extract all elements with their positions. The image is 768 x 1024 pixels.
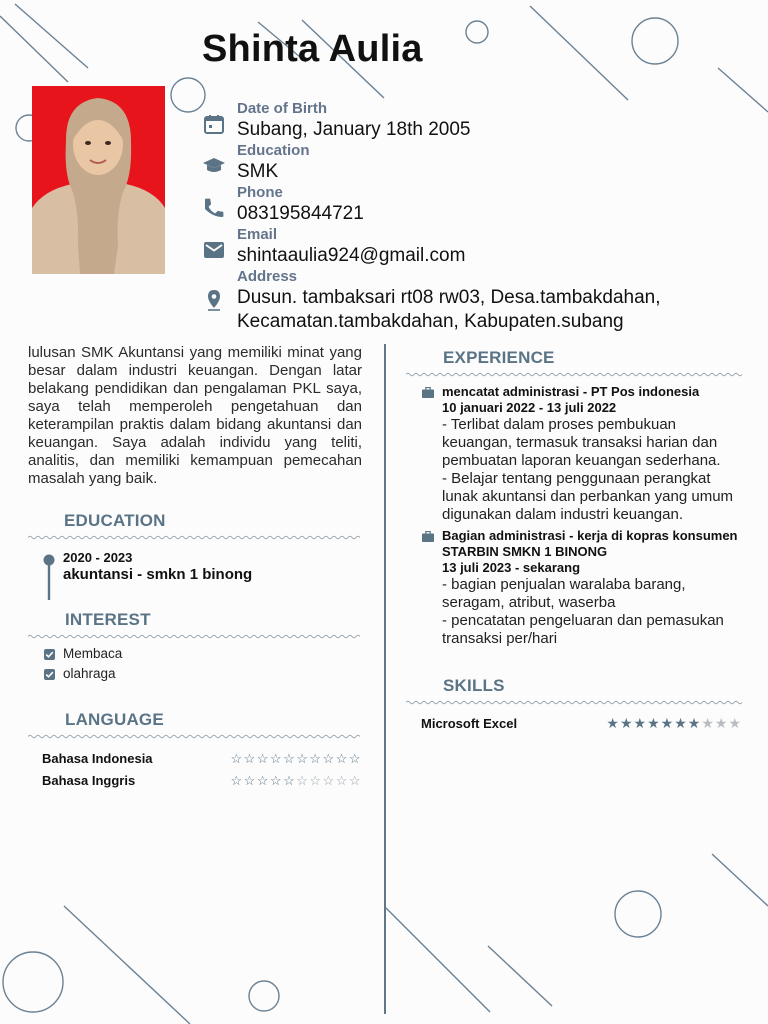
star-filled-icon: ☆	[230, 773, 244, 788]
briefcase-icon	[422, 387, 434, 398]
star-empty-icon: ☆	[322, 773, 336, 788]
star-empty-icon: ★	[701, 715, 715, 731]
star-filled-icon: ☆	[296, 751, 310, 766]
star-filled-icon: ★	[660, 715, 675, 731]
language-row	[28, 771, 362, 793]
location-pin-icon	[202, 288, 226, 312]
star-empty-icon: ★	[714, 715, 729, 731]
contact-address	[200, 268, 740, 334]
contact-value: Dusun. tambaksari rt08 rw03, Desa.tambakdahan, Kecamatan.tambakdahan, Kabupaten.subang	[237, 287, 661, 332]
experience-description: - Terlibat dalam proses pembukuan keuangan, termasuk transaksi harian dan pembuatan laporan keuangan sederhana. - Belajar tentang penggunaan perangkat lunak akuntansi dan perbankan yang umum digunakan dalam industri keuangan.	[442, 416, 734, 523]
interest-label: Membaca	[63, 646, 123, 661]
education-institution: akuntansi - smkn 1 binong	[63, 566, 253, 583]
section-underline	[406, 372, 742, 377]
star-filled-icon: ★	[633, 715, 648, 731]
skills-section	[406, 676, 742, 733]
contact-email	[200, 226, 740, 268]
experience-title-text: mencatat administrasi - PT Pos indonesia	[442, 384, 700, 399]
language-rating	[230, 751, 362, 767]
star-filled-icon: ☆	[348, 751, 362, 766]
star-filled-icon: ☆	[283, 773, 297, 788]
star-filled-icon: ★	[687, 715, 702, 731]
skills-title: SKILLS	[443, 676, 505, 695]
star-filled-icon: ☆	[283, 751, 297, 766]
experience-title: EXPERIENCE	[443, 348, 555, 367]
education-section	[28, 511, 362, 584]
star-filled-icon: ☆	[243, 773, 257, 788]
section-underline	[28, 734, 362, 739]
star-filled-icon: ☆	[269, 773, 284, 788]
experience-item	[406, 384, 742, 524]
interest-item	[28, 664, 362, 684]
section-underline	[28, 535, 362, 540]
star-filled-icon: ☆	[335, 751, 349, 766]
contact-label: Address	[237, 268, 298, 285]
language-section	[28, 710, 362, 793]
experience-section	[406, 344, 742, 648]
timeline-marker-icon	[42, 554, 56, 600]
contact-value: SMK	[237, 161, 279, 182]
star-filled-icon: ☆	[269, 751, 284, 766]
contact-phone	[200, 184, 740, 226]
contact-date-of-birth	[200, 100, 740, 142]
contact-education	[200, 142, 740, 184]
experience-item	[406, 528, 742, 648]
contact-value: 083195844721	[237, 203, 364, 224]
experience-title-text: Bagian administrasi - kerja di kopras konsumen STARBIN SMKN 1 BINONG	[442, 528, 738, 559]
language-name: Bahasa Indonesia	[42, 751, 153, 766]
star-filled-icon: ☆	[256, 773, 270, 788]
star-filled-icon: ☆	[322, 751, 336, 766]
contact-label: Email	[237, 226, 278, 243]
calendar-icon	[202, 112, 226, 136]
interest-title: INTEREST	[65, 610, 151, 629]
profile-summary: lulusan SMK Akuntansi yang memiliki minat yang besar dalam industri keuangan. Dengan latar belakang pendidikan dan pengalaman PKL saya, saya telah memperoleh pengetahuan dan keterampilan praktis dalam bidang akuntansi dan keuangan. Saya adalah individu yang teliti, analitis, dan memiliki kemampuan pemecahan masalah yang baik.	[28, 344, 362, 487]
star-empty-icon: ☆	[335, 773, 349, 788]
profile-photo	[32, 86, 165, 274]
contact-label: Education	[237, 142, 310, 159]
star-filled-icon: ★	[647, 715, 661, 731]
section-underline	[406, 700, 742, 705]
checkbox-icon	[44, 649, 55, 660]
contact-label: Phone	[237, 184, 283, 201]
star-filled-icon: ★	[606, 715, 620, 731]
contact-value: shintaaulia924@gmail.com	[237, 245, 466, 266]
contact-value: Subang, January 18th 2005	[237, 119, 471, 140]
section-underline	[28, 634, 362, 639]
language-row	[28, 749, 362, 771]
star-empty-icon: ☆	[296, 773, 310, 788]
checkbox-icon	[44, 669, 55, 680]
star-empty-icon: ★	[728, 715, 742, 731]
interest-section	[28, 610, 362, 684]
language-title: LANGUAGE	[65, 710, 164, 729]
skill-name: Microsoft Excel	[421, 716, 518, 731]
star-filled-icon: ★	[674, 715, 688, 731]
star-filled-icon: ☆	[256, 751, 270, 766]
interest-item	[28, 644, 362, 664]
right-column	[406, 344, 742, 733]
column-divider	[384, 344, 386, 1014]
graduation-cap-icon	[202, 154, 226, 178]
education-item	[28, 550, 362, 584]
profile-photo-illustration	[32, 86, 165, 274]
star-filled-icon: ☆	[230, 751, 244, 766]
education-title: EDUCATION	[64, 511, 166, 530]
contact-label: Date of Birth	[237, 100, 327, 117]
left-column	[28, 344, 362, 793]
language-name: Bahasa Inggris	[42, 773, 136, 788]
phone-icon	[202, 196, 226, 220]
skill-row	[406, 711, 742, 733]
email-icon	[202, 238, 226, 262]
language-rating	[230, 773, 362, 789]
skill-rating	[606, 715, 742, 732]
interest-label: olahraga	[63, 666, 116, 681]
star-filled-icon: ☆	[309, 751, 323, 766]
candidate-name: Shinta Aulia	[202, 28, 423, 70]
briefcase-icon	[422, 531, 434, 542]
star-filled-icon: ★	[619, 715, 634, 731]
education-date: 2020 - 2023	[63, 550, 133, 565]
experience-description: - bagian penjualan waralaba barang, seragam, atribut, waserba - pencatatan pengeluaran dan pemasukan transaksi per/hari	[442, 576, 724, 647]
star-empty-icon: ☆	[348, 773, 362, 788]
experience-date: 13 juli 2023 - sekarang	[442, 560, 581, 575]
contact-info	[200, 100, 740, 334]
star-empty-icon: ☆	[309, 773, 323, 788]
star-filled-icon: ☆	[243, 751, 257, 766]
experience-date: 10 januari 2022 - 13 juli 2022	[442, 400, 617, 415]
